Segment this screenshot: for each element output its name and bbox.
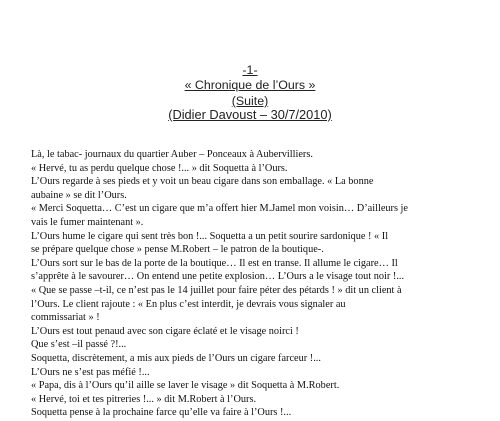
text-line: s’apprête à le savourer… On entend une petite explosion… L’Ours a le visage tout noir !... xyxy=(31,271,405,283)
chronicle-subtitle: (Suite) xyxy=(231,94,269,108)
text-line: commissariat » ! xyxy=(31,312,100,324)
author-date: (Didier Davoust – 30/7/2010) xyxy=(168,107,332,122)
chronicle-title: « Chronique de l’Ours » xyxy=(184,78,316,92)
text-line: « Merci Soquetta… C’est un cigare que m’a offert hier M.Jamel mon voisin… D’ailleurs je xyxy=(31,203,408,215)
text-line: L’Ours est tout penaud avec son cigare éclaté et le visage noirci ! xyxy=(31,325,299,337)
text-line: « Hervé, tu as perdu quelque chose !... » dit Soquetta à l’Ours. xyxy=(31,162,288,174)
text-line: Là, le tabac- journaux du quartier Auber – Ponceaux à Aubervilliers. xyxy=(31,149,313,160)
text-line: se prépare quelque chose » pense M.Robert – le patron de la boutique-. xyxy=(31,244,324,256)
text-line: L’Ours regarde à ses pieds et y voit un beau cigare dans son emballage. « La bonne xyxy=(31,176,374,188)
body-text xyxy=(31,148,493,420)
page-number: -1- xyxy=(242,63,258,77)
text-line: Soquetta, discrètement, a mis aux pieds de l’Ours un cigare farceur !... xyxy=(31,352,321,364)
text-line: L’Ours sort sur le bas de la porte de la boutique… Il est en transe. Il allume le cigare… Il xyxy=(31,257,398,269)
text-line: « Hervé, toi et tes pitreries !... » dit M.Robert à l’Ours. xyxy=(31,393,257,405)
text-line: Soquetta pense à la prochaine farce qu’elle va faire à l’Ours !... xyxy=(31,407,292,419)
text-line: vais le fumer maintenant ». xyxy=(31,216,144,228)
text-line: L’Ours ne s’est pas méfié !... xyxy=(31,366,150,378)
text-line: « Papa, dis à l’Ours qu’il aille se laver le visage » dit Soquetta à M.Robert. xyxy=(31,380,340,392)
text-line: aubaine » se dit l’Ours. xyxy=(31,189,127,201)
text-line: l’Ours. Le client rajoute : « En plus c’est interdit, je devrais vous signaler au xyxy=(31,298,346,310)
text-line: L’Ours hume le cigare qui sent très bon !... Soquetta a un petit sourire sardonique ! « Il xyxy=(31,230,389,242)
text-line: Que s’est –il passé ?!... xyxy=(31,339,127,351)
text-line: « Que se passe –t-il, ce n’est pas le 14 juillet pour faire péter des pétards ! » dit un client à xyxy=(31,284,402,296)
